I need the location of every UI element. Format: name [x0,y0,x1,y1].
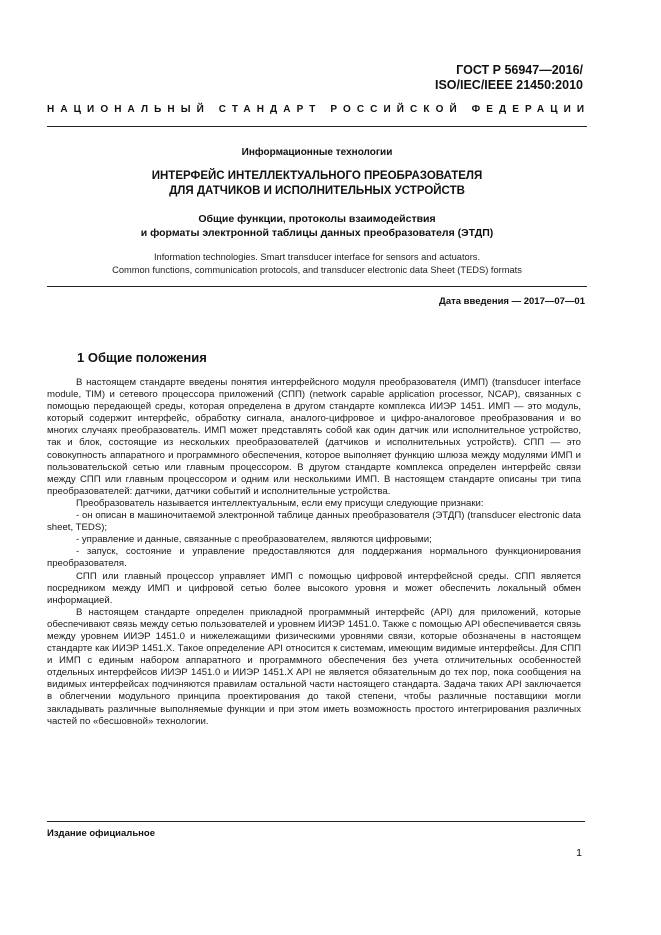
document-subtitle-line: Общие функции, протоколы взаимодействия [198,213,436,225]
document-title [47,169,587,199]
standard-code-iso: ISO/IEC/IEEE 21450:2010 [434,78,583,92]
footer-divider [47,821,585,822]
standard-code [435,63,583,93]
document-title-line: ДЛЯ ДАТЧИКОВ И ИСПОЛНИТЕЛЬНЫХ УСТРОЙСТВ [169,185,465,197]
official-edition-label: Издание официальное [47,828,155,839]
document-title-line: ИНТЕРФЕЙС ИНТЕЛЛЕКТУАЛЬНОГО ПРЕОБРАЗОВАТЕЛЯ [151,170,483,182]
national-standard-banner: НАЦИОНАЛЬНЫЙ СТАНДАРТ РОССИЙСКОЙ ФЕДЕРАЦИИ [47,104,591,115]
list-item: - он описан в машиночитаемой электронной таблице данных преобразователя (ЭТДП) (transducer electronic data sheet, TEDS); [47,510,581,534]
paragraph: СПП или главный процессор управляет ИМП с помощью цифровой интерфейсной среды. СПП является посредником между ИМП и цифровой сетью более высокого уровня и может обеспечить локальный обмен информацией. [47,570,581,606]
section-body [47,377,581,728]
english-title-line: Common functions, communication protocols, and transducer electronic data Sheet (TEDS) formats [112,264,522,275]
page-number: 1 [576,847,582,859]
document-subtitle [47,212,587,240]
paragraph: Преобразователь называется интеллектуальным, если ему присущи следующие признаки: [76,497,484,509]
header-divider [47,126,587,127]
list-item: - запуск, состояние и управление предоставляются для поддержания нормального функционирования преобразователя. [47,546,581,570]
list-item: - управление и данные, связанные с преобразователем, являются цифровыми; [76,534,432,546]
english-title [47,251,587,276]
paragraph: В настоящем стандарте определен прикладной программный интерфейс (API) для приложений, которые обеспечивают связь между сетью пользователей и уровнем ИИЭР 1451.0. Также с помощью API обеспечивается связь между уровнем ИИЭР 1451.0 и нижележащими физическими уровнями связи, которые обозначены в настоящем стандарте как ИИЭР 1451.X. Такое определение API относится к системам, имеющим видимые интерфейсы. Для СПП и ИМП с единым набором аппаратного и программного обеспечения без учета отличительных особенностей отдельных интерфейсов ИИЭР 1451.0 и ИИЭР 1451.X API не является обязательным до тех пор, пока сообщения на видимых интерфейсах подчиняются правилам остальной части настоящего стандарта. Задача таких API заключается в облегчении модульного принципа проектирования до такой степени, чтобы различные поставщики могли закладывать различные выполняемые функции и при этом иметь возможность простого интегрирования различных частей по «бесшовной» технологии. [47,606,581,727]
standard-code-gost: ГОСТ Р 56947—2016/ [456,63,583,77]
introduction-date: Дата введения — 2017—07—01 [439,296,585,307]
title-divider [47,286,587,287]
document-subtitle-line: и форматы электронной таблицы данных преобразователя (ЭТДП) [140,227,494,239]
document-topic: Информационные технологии [241,147,393,158]
section-heading: 1 Общие положения [77,350,207,365]
paragraph: В настоящем стандарте введены понятия интерфейсного модуля преобразователя (ИМП) (transducer interface module, TIM) и сетевого процессора приложений (СПП) (network capable application processor, NCAP), связанных с помощью передающей среды, которая определена в другом стандарте комплекса ИИЭР 1451. ИМП — это модуль, который содержит интерфейс, обработку сигнала, аналого-цифровое и цифро-аналоговое преобразования и во многих случаях преобразователь. ИМП может представлять собой как один датчик или исполнительное устройство, так и блок, состоящие из нескольких преобразователей (датчиков и исполнительных устройств). СПП — это совокупность аппаратного и программного обеспечения, которое выполняет функцию шлюза между модулями ИМП и пользовательской сетью или главным процессором. В другом стандарте комплекса определен интерфейс связи между СПП или главным процессором и одним или несколькими ИМП. В настоящем стандарте описаны три типа преобразователей: датчики, датчики событий и исполнительные устройства. [47,377,581,497]
english-title-line: Information technologies. Smart transducer interface for sensors and actuators. [153,252,481,262]
